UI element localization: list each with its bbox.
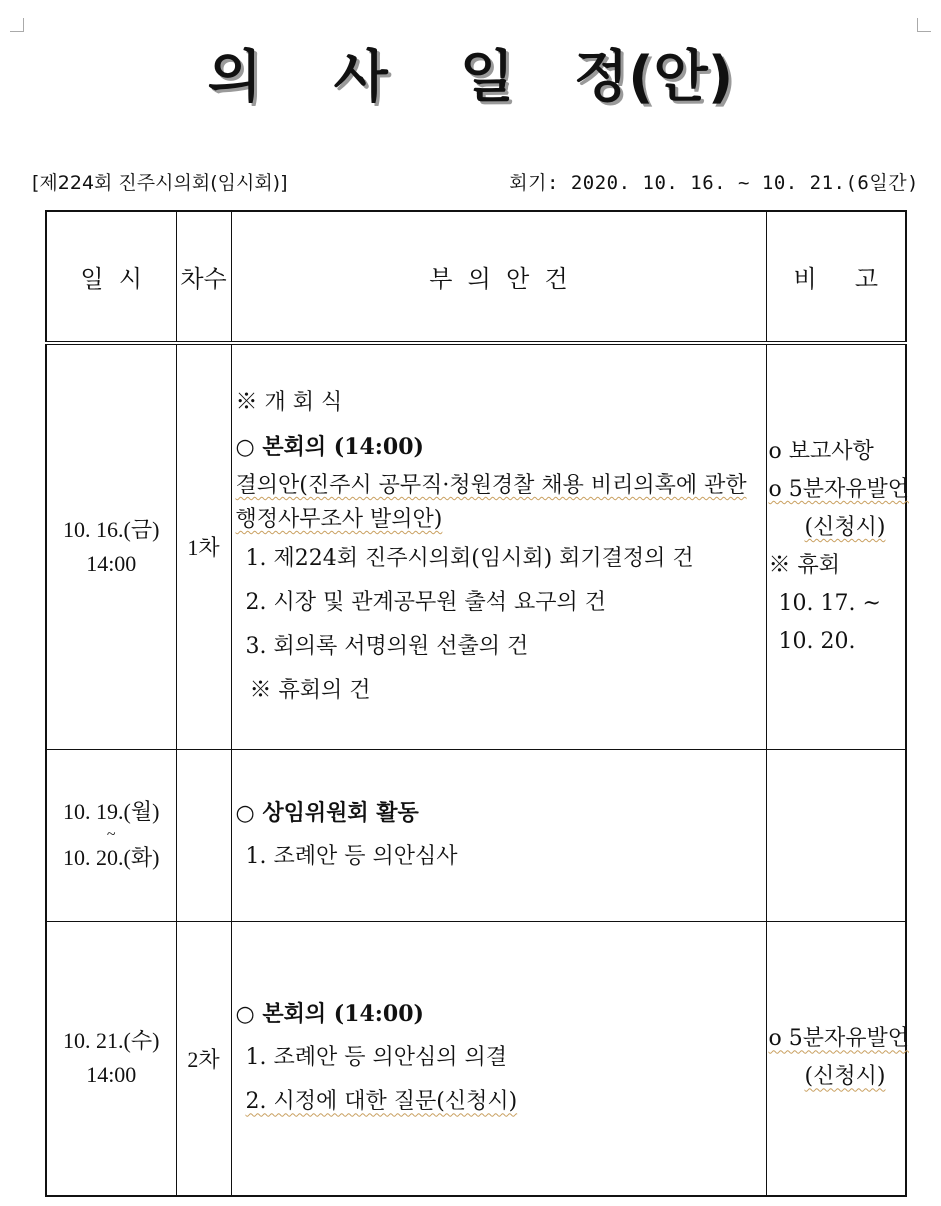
date-separator: ~ bbox=[106, 826, 116, 843]
title-char: 사 bbox=[333, 45, 388, 110]
time-line: 14:00 bbox=[86, 1062, 137, 1088]
note-item bbox=[768, 471, 909, 509]
session-period: 회기: 2020. 10. 16. ~ 10. 21.(6일간) bbox=[509, 172, 919, 194]
note-item bbox=[769, 509, 900, 547]
note-item bbox=[768, 1020, 909, 1058]
page-title bbox=[0, 28, 941, 118]
agenda-item: ○ 본회의 (14:00) bbox=[235, 433, 424, 460]
round-cell bbox=[176, 749, 231, 921]
note-item: 10. 20. bbox=[778, 628, 856, 654]
date-cell bbox=[46, 343, 176, 749]
note-text: (신청시) bbox=[804, 514, 886, 540]
note-item: 10. 17. ~ bbox=[778, 590, 881, 616]
time-line: 14:00 bbox=[86, 550, 137, 576]
agenda-item-text: 결의안(진주시 공무직·청원경찰 채용 비리의혹에 관한 행정사무조사 발의안) bbox=[235, 472, 747, 532]
note-item: o 보고사항 bbox=[768, 438, 874, 464]
agenda-item: ○ 상임위원회 활동 bbox=[235, 800, 419, 826]
agenda-item: 1. 제224회 진주시의회(임시회) 회기결정의 건 bbox=[245, 545, 694, 571]
table-row bbox=[46, 749, 906, 921]
agenda-cell bbox=[231, 921, 766, 1196]
header-date: 일 시 bbox=[46, 211, 176, 343]
note-item bbox=[769, 1058, 900, 1096]
round-cell: 1차 bbox=[176, 343, 231, 749]
note-text: (신청시) bbox=[804, 1064, 886, 1090]
date-cell bbox=[46, 749, 176, 921]
table-row bbox=[46, 921, 906, 1196]
note-text: o 5분자유발언 bbox=[768, 1026, 909, 1052]
title-char: 일 bbox=[459, 45, 514, 110]
agenda-cell bbox=[231, 343, 766, 749]
agenda-item: 2. 시장 및 관계공무원 출석 요구의 건 bbox=[245, 589, 606, 615]
agenda-table bbox=[45, 210, 907, 1197]
agenda-item-text: 2. 시정에 대한 질문(신청시) bbox=[245, 1089, 518, 1115]
agenda-cell bbox=[231, 749, 766, 921]
date-cell bbox=[46, 921, 176, 1196]
agenda-item: 1. 조례안 등 의안심의 의결 bbox=[245, 1045, 507, 1071]
header-round: 차수 bbox=[176, 211, 231, 343]
session-name: [제224회 진주시의회(임시회)] bbox=[32, 172, 288, 194]
table-row bbox=[46, 343, 906, 749]
note-text: o 5분자유발언 bbox=[768, 476, 909, 502]
notes-cell bbox=[766, 343, 909, 749]
date-line: 10. 21.(수) bbox=[63, 1028, 160, 1054]
date-line: 10. 16.(금) bbox=[63, 516, 160, 542]
date-line: 10. 20.(화) bbox=[63, 845, 160, 870]
round-cell: 2차 bbox=[176, 921, 231, 1196]
table-header-row bbox=[46, 211, 906, 343]
title-char: 정(안) bbox=[573, 45, 734, 110]
agenda-item: ※ 휴회의 건 bbox=[249, 677, 371, 703]
agenda-item: 3. 회의록 서명의원 선출의 건 bbox=[245, 633, 529, 659]
agenda-item: 1. 조례안 등 의안심사 bbox=[245, 844, 458, 869]
agenda-item: ○ 본회의 (14:00) bbox=[235, 1001, 424, 1028]
date-line: 10. 19.(월) bbox=[63, 799, 160, 824]
header-agenda: 부 의 안 건 bbox=[231, 211, 766, 343]
agenda-item bbox=[236, 1080, 760, 1124]
note-item: ※ 휴회 bbox=[768, 552, 840, 578]
title-char: 의 bbox=[207, 45, 262, 110]
header-notes: 비 고 bbox=[766, 211, 906, 343]
agenda-item bbox=[236, 469, 760, 537]
notes-cell bbox=[766, 749, 906, 921]
agenda-item: ※ 개 회 식 bbox=[235, 389, 343, 415]
notes-cell bbox=[766, 921, 909, 1196]
